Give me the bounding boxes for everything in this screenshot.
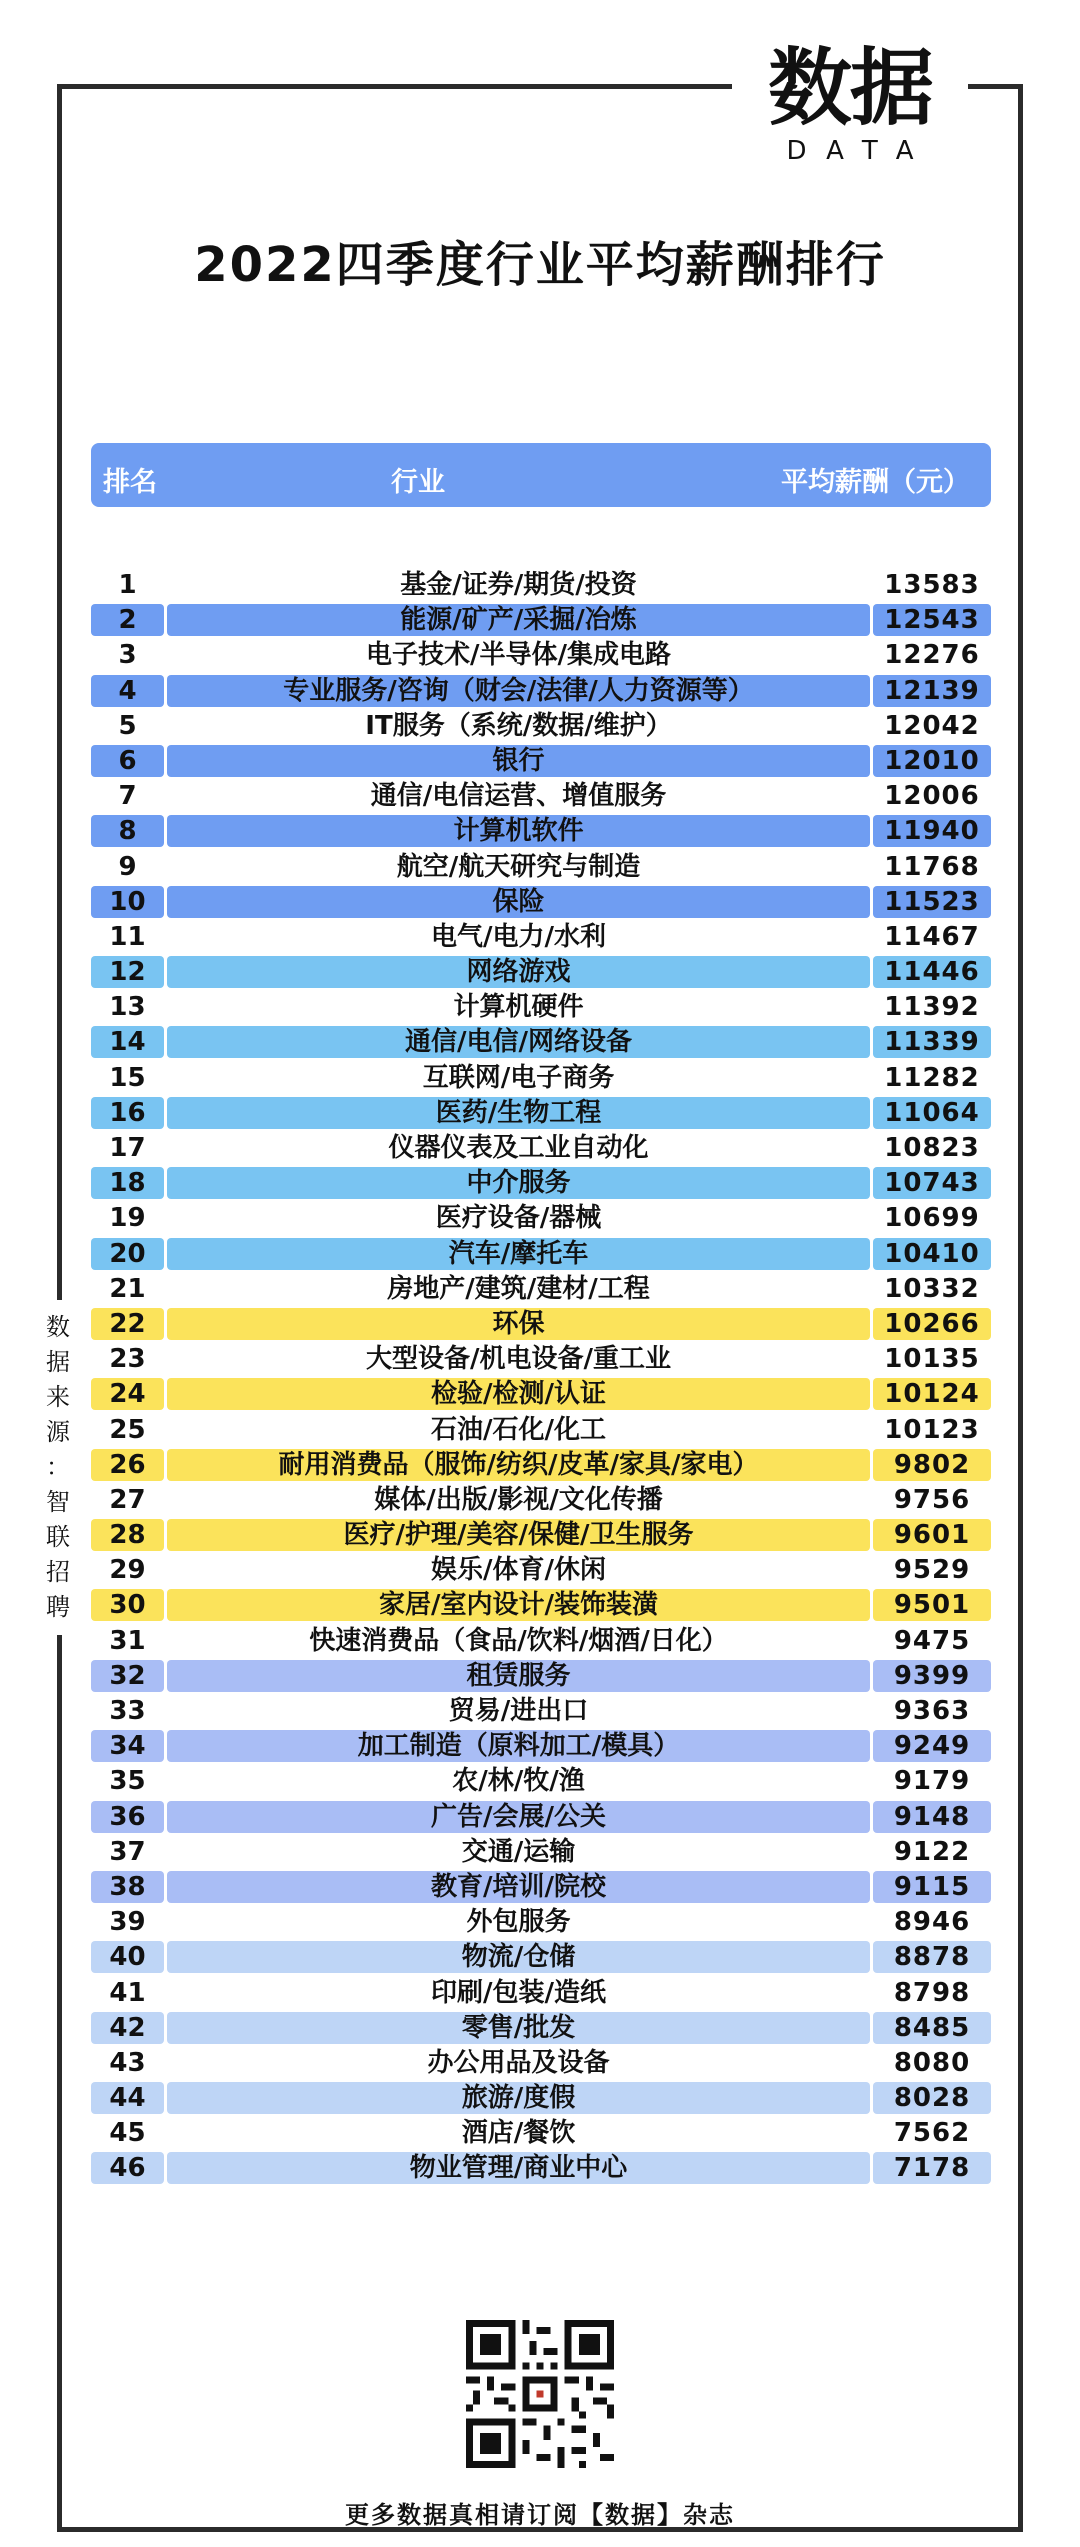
row-industry: 印刷/包装/造纸 [431,1977,606,2008]
row-salary: 8946 [893,1907,971,1938]
table-row [91,744,991,779]
row-industry: 广告/会展/公关 [431,1801,606,1832]
row-rank: 19 [109,1203,146,1234]
row-rank: 9 [118,851,137,882]
row-salary: 8080 [893,2047,971,2078]
row-salary: 11064 [884,1097,980,1128]
row-industry: 能源/矿产/采掘/冶炼 [400,605,637,636]
row-salary: 12010 [884,745,980,776]
row-salary: 12042 [884,710,980,741]
row-industry: 网络游戏 [466,957,571,988]
row-rank: 45 [109,2118,146,2149]
footer-subscribe-text: 更多数据真相请订阅【数据】杂志 [345,2501,735,2529]
row-salary: 9148 [893,1801,971,1832]
row-industry: 汽车/摩托车 [448,1238,589,1269]
table-row [91,1201,991,1236]
header-rank: 排名 [103,467,157,498]
row-salary: 8028 [893,2083,971,2114]
table-row [91,1131,991,1166]
row-industry: 通信/电信运营、增值服务 [370,781,667,812]
row-salary: 9501 [893,1590,971,1621]
row-salary: 10123 [884,1414,980,1445]
table-row [91,1835,991,1870]
table-row [91,990,991,1025]
row-rank: 24 [109,1379,146,1410]
row-salary: 11523 [884,886,980,917]
row-industry: 媒体/出版/影视/文化传播 [374,1484,663,1515]
row-salary: 7178 [893,2153,971,2184]
row-rank: 18 [109,1168,146,1199]
row-industry: 办公用品及设备 [427,2047,610,2078]
row-rank: 25 [109,1414,146,1445]
row-salary: 9115 [893,1871,971,1902]
table-row [91,1764,991,1799]
table-row [91,1272,991,1307]
row-rank: 41 [109,1977,146,2008]
table-row [91,1237,991,1272]
row-rank: 11 [109,921,146,952]
row-rank: 35 [109,1766,146,1797]
table-row [91,1940,991,1975]
row-salary: 11768 [884,851,980,882]
table-row [91,1342,991,1377]
row-rank: 28 [109,1520,146,1551]
table-row [91,1025,991,1060]
row-rank: 32 [109,1660,146,1691]
row-rank: 15 [109,1062,146,1093]
table-row [91,1870,991,1905]
row-industry: 家居/室内设计/装饰装潢 [379,1590,658,1621]
row-rank: 17 [109,1133,146,1163]
table-row [91,1905,991,1940]
row-rank: 22 [109,1308,146,1339]
row-rank: 46 [109,2153,146,2184]
row-industry: 房地产/建筑/建材/工程 [387,1273,650,1304]
row-industry: 计算机软件 [453,816,584,847]
row-rank: 34 [109,1731,146,1762]
row-industry: 环保 [492,1308,545,1339]
row-industry: 互联网/电子商务 [422,1062,615,1093]
table-row [91,1518,991,1553]
row-industry: 电子技术/半导体/集成电路 [366,640,671,671]
table-row [91,1413,991,1448]
row-rank: 1 [118,570,137,600]
row-salary: 11467 [884,921,980,952]
table-row [91,603,991,638]
row-industry: 大型设备/机电设备/重工业 [366,1344,671,1375]
row-salary: 11282 [884,1062,980,1093]
table-row [91,2046,991,2081]
row-industry: 仪器仪表及工业自动化 [388,1133,649,1163]
row-salary: 9363 [893,1696,971,1726]
qr-code-icon [466,2320,614,2468]
row-industry: 零售/批发 [461,2012,576,2043]
row-rank: 38 [109,1871,146,1902]
row-industry: 物流/仓储 [461,1942,576,1973]
row-rank: 30 [109,1590,146,1621]
row-salary: 11940 [884,816,980,847]
table-row [91,1588,991,1623]
row-salary: 8798 [893,1977,971,2008]
table-row [91,1624,991,1659]
row-salary: 9399 [893,1660,971,1691]
row-rank: 2 [118,605,137,636]
row-salary: 10266 [884,1308,980,1339]
row-industry: 耐用消费品（服饰/纺织/皮革/家具/家电） [278,1449,759,1480]
table-row [91,779,991,814]
row-industry: 专业服务/咨询（财会/法律/人力资源等） [283,675,754,706]
row-salary: 8485 [893,2012,971,2043]
row-industry: 酒店/餐饮 [461,2118,576,2149]
row-salary: 10823 [884,1133,980,1163]
row-salary: 9475 [893,1625,971,1656]
row-salary: 9529 [893,1555,971,1586]
row-salary: 13583 [884,570,980,600]
row-rank: 8 [118,816,137,847]
row-salary: 9122 [893,1836,971,1867]
row-industry: 医疗/护理/美容/保健/卫生服务 [343,1520,694,1551]
table-row [91,1307,991,1342]
row-rank: 26 [109,1449,146,1480]
row-industry: 通信/电信/网络设备 [405,1027,632,1058]
ranking-table [91,568,991,2187]
table-row [91,1377,991,1412]
row-rank: 14 [109,1027,146,1058]
row-industry: 检验/检测/认证 [431,1379,606,1410]
row-salary: 10410 [884,1238,980,1269]
row-salary: 10699 [884,1203,980,1234]
row-salary: 10124 [884,1379,980,1410]
row-rank: 13 [109,992,146,1023]
row-industry: 物业管理/商业中心 [409,2153,628,2184]
brand-logo [732,40,968,170]
page-title: 2022四季度行业平均薪酬排行 [194,237,886,293]
row-industry: 银行 [492,745,545,776]
row-rank: 42 [109,2012,146,2043]
row-industry: IT服务（系统/数据/维护） [365,710,672,741]
row-rank: 20 [109,1238,146,1269]
table-row [91,1694,991,1729]
row-salary: 9756 [893,1484,971,1515]
table-row [91,1659,991,1694]
row-rank: 21 [109,1273,146,1304]
table-row [91,1483,991,1518]
table-header [91,443,991,507]
row-industry: 计算机硬件 [453,992,584,1023]
row-industry: 医疗设备/器械 [435,1203,602,1234]
table-row [91,2151,991,2186]
table-row [91,885,991,920]
table-row [91,1061,991,1096]
row-rank: 40 [109,1942,146,1973]
table-row [91,2116,991,2151]
table-row [91,1166,991,1201]
row-industry: 加工制造（原料加工/模具） [357,1731,680,1762]
row-industry: 医药/生物工程 [435,1097,602,1128]
row-salary: 11339 [884,1027,980,1058]
table-row [91,1800,991,1835]
row-rank: 3 [118,640,137,671]
row-industry: 保险 [492,886,545,917]
row-industry: 旅游/度假 [461,2083,576,2114]
row-salary: 9249 [893,1731,971,1762]
row-rank: 16 [109,1097,146,1128]
table-row [91,850,991,885]
row-salary: 12276 [884,640,980,671]
table-row [91,674,991,709]
row-rank: 36 [109,1801,146,1832]
row-salary: 10135 [884,1344,980,1375]
row-rank: 27 [109,1484,146,1515]
table-row [91,955,991,990]
row-salary: 12006 [884,781,980,812]
table-row [91,920,991,955]
row-salary: 9179 [893,1766,971,1797]
row-rank: 7 [118,781,137,812]
table-row [91,2081,991,2116]
table-row [91,1096,991,1131]
row-rank: 31 [109,1625,146,1656]
row-industry: 快速消费品（食品/饮料/烟酒/日化） [309,1625,728,1656]
row-rank: 44 [109,2083,146,2114]
logo-chinese: 数据 [767,39,932,137]
row-rank: 12 [109,957,146,988]
header-salary: 平均薪酬（元） [781,467,970,498]
row-salary: 10743 [884,1168,980,1199]
row-rank: 10 [109,886,146,917]
header-industry: 行业 [391,467,445,498]
table-row [91,1448,991,1483]
logo-english: DATA [786,136,934,166]
row-salary: 8878 [893,1942,971,1973]
row-rank: 43 [109,2047,146,2078]
table-row [91,814,991,849]
row-salary: 11446 [884,957,980,988]
row-salary: 12139 [884,675,980,706]
row-industry: 教育/培训/院校 [431,1871,606,1902]
row-rank: 23 [109,1344,146,1375]
table-row [91,2011,991,2046]
row-industry: 中介服务 [466,1168,571,1199]
row-industry: 租赁服务 [466,1660,571,1691]
table-row [91,1976,991,2011]
row-industry: 贸易/进出口 [448,1696,589,1726]
row-salary: 9802 [893,1449,971,1480]
row-industry: 航空/航天研究与制造 [396,851,641,882]
table-row [91,568,991,603]
row-rank: 37 [109,1836,146,1867]
row-industry: 交通/运输 [461,1836,576,1867]
table-row [91,638,991,673]
row-rank: 39 [109,1907,146,1938]
row-industry: 基金/证券/期货/投资 [400,570,637,600]
row-rank: 5 [118,710,137,741]
table-row [91,1553,991,1588]
row-industry: 外包服务 [466,1907,571,1938]
row-rank: 4 [118,675,137,706]
row-salary: 10332 [884,1273,980,1304]
row-rank: 33 [109,1696,146,1726]
row-industry: 石油/石化/化工 [431,1414,606,1445]
table-row [91,709,991,744]
row-salary: 9601 [893,1520,971,1551]
row-salary: 7562 [893,2118,971,2149]
row-industry: 电气/电力/水利 [431,921,606,952]
row-rank: 29 [109,1555,146,1586]
row-rank: 6 [118,745,137,776]
row-salary: 12543 [884,605,980,636]
table-row [91,1729,991,1764]
row-industry: 娱乐/体育/休闲 [431,1555,606,1586]
data-source-label: 数 据 来 源 ： 智 联 招 聘 [40,1300,76,1635]
row-salary: 11392 [884,992,980,1023]
row-industry: 农/林/牧/渔 [452,1766,585,1797]
